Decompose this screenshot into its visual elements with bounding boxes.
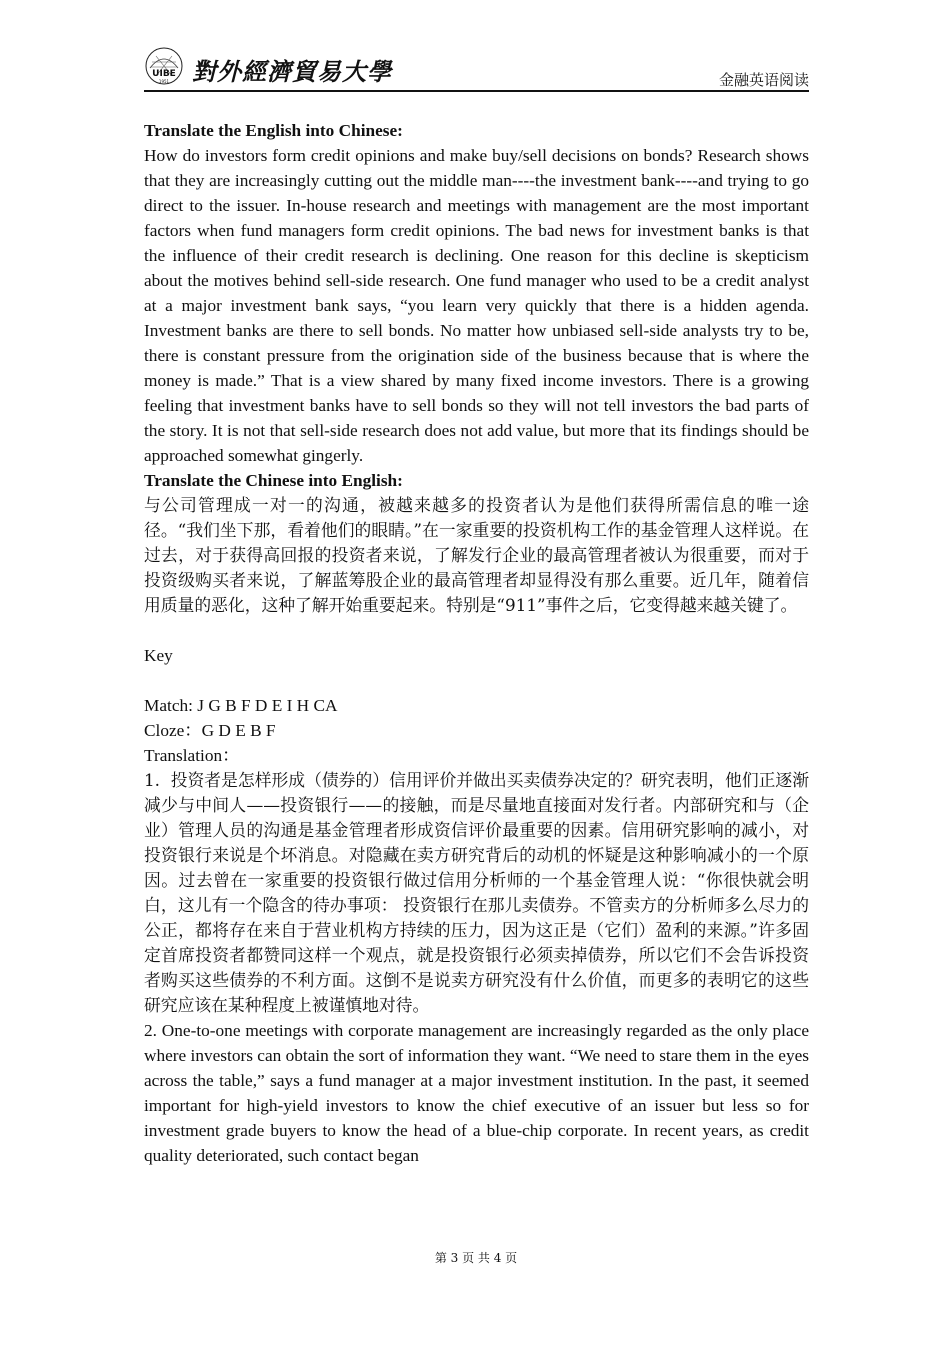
- spacer: [144, 668, 809, 693]
- emblem-text: UIBE: [152, 69, 176, 79]
- key-heading: Key: [144, 646, 173, 665]
- page-header: [144, 38, 809, 94]
- document-title: 金融英语阅读: [718, 71, 809, 89]
- university-logo-text: 對外經濟貿易大學: [192, 57, 392, 86]
- university-emblem-icon: [144, 46, 184, 86]
- header-divider: [144, 90, 809, 92]
- cloze-answers: Cloze：G D E B F: [144, 721, 276, 740]
- page-footer: 第 3 页 共 4 页: [434, 1251, 518, 1265]
- translation-answer-2: 2. One-to-one meetings with corporate management are increasingly regarded as the only place where investors can obtain the sort of information they want. “We need to stare them in the eyes across the table,” says a fund manager at a major investment institution. In the past, it seemed important for high-yield investors to know the chief executive of an issuer but less so for investment grade buyers to know the head of a blue-chip corporate. In recent years, as credit quality deteriorated, such contact began: [144, 1021, 809, 1165]
- zh-to-en-heading: Translate the Chinese into English:: [144, 471, 403, 490]
- document-body: [144, 118, 809, 1168]
- spacer: [144, 618, 809, 643]
- en-to-zh-heading: Translate the English into Chinese:: [144, 121, 403, 140]
- translation-label: Translation：: [144, 746, 240, 765]
- translation-answer-1: 1. 投资者是怎样形成（债券的）信用评价并做出买卖债券决定的？研究表明，他们正逐渐减少与中间人——投资银行——的接触，而是尽量地直接面对发行者。内部研究和与（企业）管理人员的沟通是基金管理者形成资信评价最重要的因素。信用研究影响的减小，对投资银行来说是个坏消息。对隐藏在卖方研究背后的动机的怀疑是这种影响减小的一个原因。过去曾在一家重要的投资银行做过信用分析师的一个基金管理人说：“你很快就会明白，这儿有一个隐含的待办事项： 投资银行在那儿卖债券。不管卖方的分析师多么尽力的公正，都将存在来自于营业机构方持续的压力，因为这正是（它们）盈利的来源。”许多固定首席投资者都赞同这样一个观点，就是投资银行必须卖掉债券，所以它们不会告诉投资者购买这些债券的不利方面。这倒不是说卖方研究没有什么价值，而更多的表明它的这些研究应该在某种程度上被谨慎地对待。: [144, 770, 809, 1015]
- emblem-year: 1951: [158, 79, 170, 84]
- en-to-zh-passage: How do investors form credit opinions and make buy/sell decisions on bonds? Research shows that they are increasingly cutting out the middle man----the investment bank----and trying to go direct to the issuer. In-house research and meetings with management are the most important factors when fund managers form credit opinions. The bad news for investment banks is that the influence of their credit research is declining. One reason for this decline is skepticism about the motives behind sell-side research. One fund manager who used to be a credit analyst at a major investment bank says, “you learn very quickly that there is a hidden agenda. Investment banks are there to sell bonds. No matter how unbiased sell-side analysts try to be, there is constant pressure from the origination side of the business because that is where the money is made.” That is a view shared by many fixed income investors. There is a growing feeling that investment banks have to sell bonds so they will not tell investors the bad parts of the story. It is not that sell-side research does not add value, but more that its findings should be approached somewhat gingerly.: [144, 146, 809, 465]
- match-answers: Match: J G B F D E I H CA: [144, 696, 338, 715]
- zh-to-en-passage: 与公司管理成一对一的沟通，被越来越多的投资者认为是他们获得所需信息的唯一途径。“我们坐下那，看着他们的眼睛。”在一家重要的投资机构工作的基金管理人这样说。在过去，对于获得高回报的投资者来说，了解发行企业的最高管理者被认为很重要，而对于投资级购买者来说，了解蓝筹股企业的最高管理者却显得没有那么重要。近几年，随着信用质量的恶化，这种了解开始重要起来。特别是“911”事件之后，它变得越来越关键了。: [144, 495, 809, 615]
